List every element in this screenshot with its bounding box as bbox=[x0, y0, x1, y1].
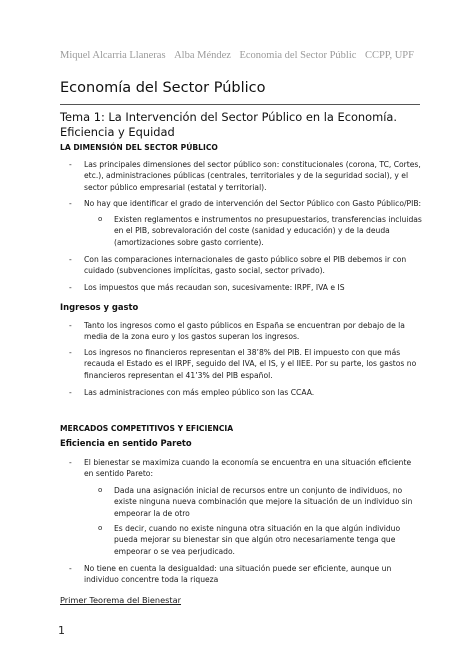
section-heading-ingresos: Ingresos y gasto bbox=[60, 302, 139, 312]
list-item: - Tanto los ingresos como el gasto públicos en España se encuentran por debajo de la media de la zona euro y los gastos superan los ingresos. bbox=[84, 320, 422, 343]
section-heading-mercados: MERCADOS COMPETITIVOS Y EFICIENCIA bbox=[60, 424, 234, 433]
tema-heading: Tema 1: La Intervención del Sector Público en la Economía. Eficiencia y Equidad bbox=[60, 104, 420, 140]
sub-list-item: o Dada una asignación inicial de recursos entre un conjunto de individuos, no existe ninguna nueva combinación que mejore la situación de un individuo sin empeorar la de otro bbox=[114, 485, 422, 519]
header-program: CCPP, UPF bbox=[364, 50, 414, 61]
primer-teorema-link[interactable]: Primer Teorema del Bienestar bbox=[60, 595, 182, 605]
sub-list-item: o Es decir, cuando no existe ninguna otra situación en la que algún individuo pueda mejorar su bienestar sin que algún otro necesariamente tenga que empeorar o se vea perjudicado. bbox=[114, 523, 422, 557]
sub-list-item: o Existen reglamentos e instrumentos no presupuestarios, transferencias incluidas en el PIB, sobrevaloración del coste (sanidad y educación) y de la deuda (amortizaciones sobre gasto corriente). bbox=[114, 214, 422, 248]
list-item: - El bienestar se maximiza cuando la economía se encuentra en una situación eficiente en sentido Pareto: bbox=[84, 457, 422, 480]
list-item: - Los ingresos no financieros representan el 38’8% del PIB. El impuesto con que más recauda el Estado es el IRPF, seguido del IVA, el IS, y el IIEE. Por su parte, los gastos no financieros representan el 41’3% del PIB español. bbox=[84, 347, 422, 381]
header-author-1: Miquel Alcarria Llaneras bbox=[60, 50, 166, 61]
section-heading-pareto: Eficiencia en sentido Pareto bbox=[60, 438, 192, 448]
page-number: 1 bbox=[58, 624, 65, 637]
section-heading-dimension: LA DIMENSIÓN DEL SECTOR PÚBLICO bbox=[60, 143, 218, 152]
running-header bbox=[60, 50, 414, 61]
list-item: - Las principales dimensiones del sector público son: constitucionales (corona, TC, Cortes, etc.), administraciones públicas (centrales, territoriales y de la seguridad social), y el sector público empresarial (estatal y territorial). bbox=[84, 159, 422, 193]
header-course: Economia del Sector Públic bbox=[239, 50, 357, 61]
list-item: - Con las comparaciones internacionales de gasto público sobre el PIB debemos ir con cuidado (subvenciones implícitas, gasto social, sector privado). bbox=[84, 254, 422, 277]
list-item: - Las administraciones con más empleo público son las CCAA. bbox=[84, 387, 422, 398]
list-item: - Los impuestos que más recaudan son, sucesivamente: IRPF, IVA e IS bbox=[84, 282, 422, 293]
header-author-2: Alba Méndez bbox=[174, 50, 231, 61]
list-item: - No hay que identificar el grado de intervención del Sector Público con Gasto Público/PIB: bbox=[84, 198, 422, 209]
list-item: - No tiene en cuenta la desigualdad: una situación puede ser eficiente, aunque un individuo concentre toda la riqueza bbox=[84, 563, 422, 586]
document-title: Economía del Sector Público bbox=[60, 80, 266, 96]
